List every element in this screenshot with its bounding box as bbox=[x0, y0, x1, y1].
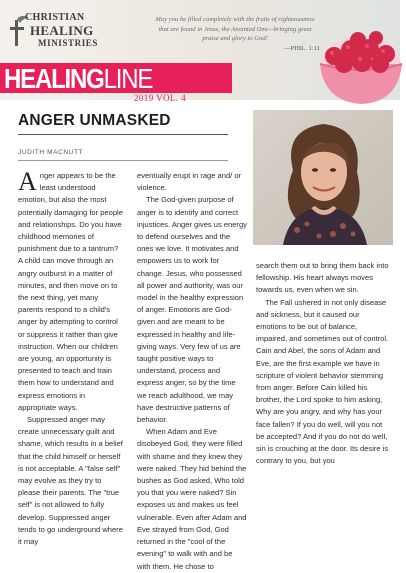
article-paragraph: Suppressed anger may create unnecessary guilt and shame, which results in a belief that the child himself or herself is not acceptable. A "false self" may evolve as they try to please their parents. The "true self" is not allowed to fully develop. Suppressed anger tends to go underground where it may bbox=[18, 415, 123, 547]
issue-label: 2019 VOL. 4 bbox=[134, 93, 186, 103]
title-bold-part: HEALING bbox=[4, 63, 104, 95]
verse-text: May you be filled completely with the fruits of righteousness that are found in Jesus, the Anointed One—bringing great praise and glory to God! bbox=[155, 16, 315, 43]
logo-line-3: MINISTRIES bbox=[38, 38, 99, 48]
logo-line-1: CHRISTIAN bbox=[25, 12, 85, 23]
article-column-3 bbox=[256, 260, 390, 467]
drop-cap: A bbox=[18, 167, 37, 196]
author-portrait bbox=[253, 110, 393, 245]
article-paragraph: eventually erupt in rage and/ or violence. bbox=[137, 171, 242, 193]
newsletter-title bbox=[4, 65, 152, 95]
author-byline: JUDITH MACNUTT bbox=[18, 149, 84, 156]
raspberry-bowl-image bbox=[306, 18, 406, 108]
paragraph-text: nger appears to be the least understood emotion, but also the most potentially damaging for people and relationships. Do you have childhood memories of punishment due to a tantrum? A child can move through an angry outburst in a matter of minutes, and then move on to the next thing, yet many parents respond to a child's anger by attempting to control or suppress it rather than give instruction. When our children are young, an opportunity is presented to teach and train them how to understand and express emotions in appropriate ways. bbox=[18, 171, 123, 412]
article-paragraph bbox=[18, 167, 124, 414]
article-paragraph: The Fall ushered in not only disease and sickness, but it caused our emotions to be out of balance, impaired, and sometimes out of control. Cain and Abel, the sons of Adam and Eve, are the first example we have in scripture of violent behavior stemming from anger. Before Cain killed his brother, the Lord spoke to him asking, Why are you angry, and why has your face fallen? If you do well, will you not be accepted? And if you do not do well, sin is crouching at the door. Its desire is contrary to you, but you bbox=[256, 297, 389, 466]
article-column-1 bbox=[18, 167, 124, 548]
scripture-verse bbox=[150, 15, 320, 53]
logo-line-2: HEALING bbox=[30, 23, 94, 38]
article-paragraph: When Adam and Eve disobeyed God, they were filled with shame and they knew they were naked. They hid behind the bushes as God asked, Who told you that you were naked? Sin exposes us and makes us feel vulnerable. Even after Adam and Eve strayed from God, God returned in the "cool of the evening" to walk with and be with them. He chose to bbox=[137, 427, 247, 571]
title-light-part: LINE bbox=[103, 63, 153, 95]
title-divider bbox=[18, 134, 228, 135]
article-paragraph: The God-given purpose of anger is to identify and correct injustices. Anger gives us energy to defend ourselves and the ones we love. It motivates and empowers us to work for change. Jesus, who possessed all power and authority, was our model in the healthy expression of anger. Emotions are God-given and are meant to be expressed in healthy and life-giving ways. Very few of us are taught positive ways to understand, process and express anger, so by the time we reach adulthood, we may have destructive patterns of behavior. bbox=[137, 195, 247, 425]
article-paragraph: search them out to bring them back into fellowship. His heart always moves towards us, even when we sin. bbox=[256, 261, 389, 295]
byline-divider bbox=[18, 160, 228, 161]
masthead-banner bbox=[0, 0, 400, 100]
article-column-2 bbox=[137, 170, 247, 573]
article-title: ANGER UNMASKED bbox=[18, 112, 171, 129]
verse-reference: —PHIL. 1:11 bbox=[283, 44, 320, 52]
